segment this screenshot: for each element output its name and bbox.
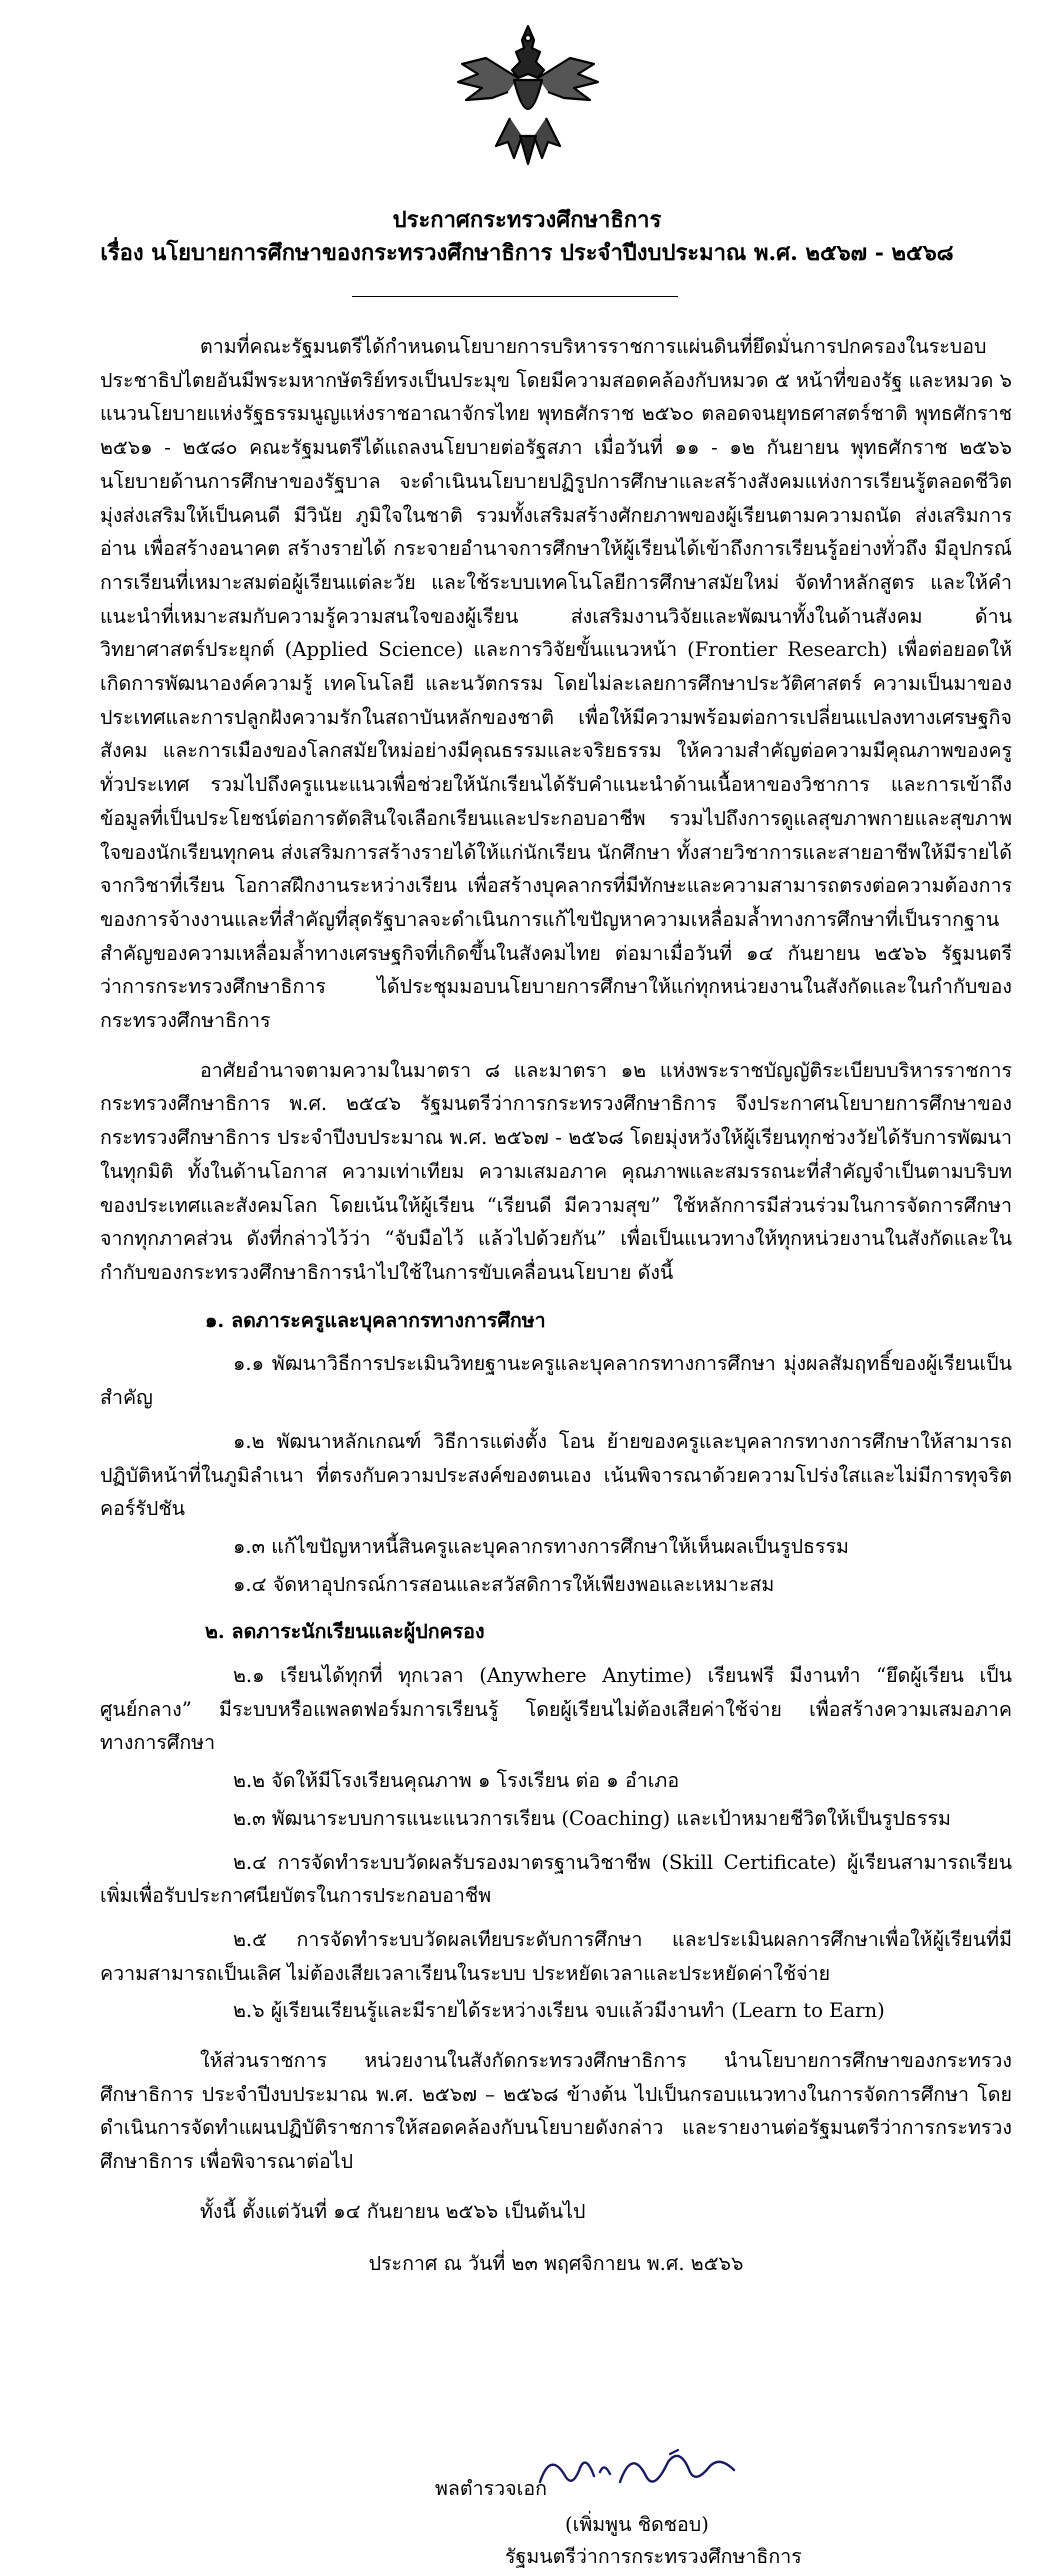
section-2-item: ๒.๕ การจัดทำระบบวัดผลเทียบระดับการศึกษา และประเมินผลการศึกษาเพื่อให้ผู้เรียนที่มีความสามารถเป็นเลิศ ไม่ต้องเสียเวลาเรียนในระบบ ประหยัดเวลาและประหยัดค่าใช้จ่าย (100, 1927, 1012, 1985)
section-1-item: ๑.๔ จัดหาอุปกรณ์การสอนและสวัสดิการให้เพียงพอและเหมาะสม (233, 1572, 775, 1596)
section-2-item: ๒.๓ พัฒนาระบบการแนะแนวการเรียน (Coaching) และเป้าหมายชีวิตให้เป็นรูปธรรม (233, 1806, 951, 1830)
announcement-title: ประกาศกระทรวงศึกษาธิการ (392, 207, 662, 233)
closing-paragraph: ให้ส่วนราชการ หน่วยงานในสังกัดกระทรวงศึกษาธิการ นำนโยบายการศึกษาของกระทรวงศึกษาธิการ ประจำปีงบประมาณ พ.ศ. ๒๕๖๗ – ๒๕๖๘ ข้างต้น ไปเป็นกรอบแนวทางในการจัดการศึกษา โดยดำเนินการจัดทำแผนปฏิบัติราชการให้สอดคล้องกับนโยบายดังกล่าว และรายงานต่อรัฐมนตรีว่าการกระทรวงศึกษาธิการ เพื่อพิจารณาต่อไป (100, 2049, 1012, 2174)
effective-date: ทั้งนี้ ตั้งแต่วันที่ ๑๔ กันยายน ๒๕๖๖ เป็นต้นไป (200, 2199, 586, 2223)
announcement-body (100, 330, 1012, 2280)
section-2-item: ๒.๒ จัดให้มีโรงเรียนคุณภาพ ๑ โรงเรียน ต่อ ๑ อำเภอ (233, 1769, 680, 1793)
section-1-item: ๑.๒ พัฒนาหลักเกณฑ์ วิธีการแต่งตั้ง โอน ย้ายของครูและบุคลากรทางการศึกษาให้สามารถปฏิบัติหน้าที่ในภูมิลำเนา ที่ตรงกับความประสงค์ของตนเอง เน้นพิจารณาด้วยความโปร่งใสและไม่มีการทุจริตคอร์รัปชัน (100, 1429, 1012, 1521)
signer-position: รัฐมนตรีว่าการกระทรวงศึกษาธิการ (505, 2545, 802, 2568)
handwritten-signature-icon (520, 2432, 750, 2512)
announcement-subject: เรื่อง นโยบายการศึกษาของกระทรวงศึกษาธิการ ประจำปีงบประมาณ พ.ศ. ๒๕๖๗ - ๒๕๖๘ (100, 240, 954, 266)
garuda-emblem-icon (448, 18, 608, 168)
signer-name: (เพิ่มพูน ชิดชอบ) (565, 2513, 709, 2536)
section-2-heading: ๒. ลดภาระนักเรียนและผู้ปกครอง (205, 1620, 485, 1644)
section-2-item: ๒.๔ การจัดทำระบบวัดผลรับรองมาตรฐานวิชาชีพ (Skill Certificate) ผู้เรียนสามารถเรียนเพิ่มเพื่อรับประกาศนียบัตรในการประกอบอาชีพ (100, 1850, 1012, 1908)
section-2-item: ๒.๖ ผู้เรียนเรียนรู้และมีรายได้ระหว่างเรียน จบแล้วมีงานทำ (Learn to Earn) (233, 1999, 885, 2023)
announcement-date: ประกาศ ณ วันที่ ๒๓ พฤศจิกายน พ.ศ. ๒๕๖๖ (368, 2251, 744, 2275)
section-1-heading: ๑. ลดภาระครูและบุคลากรทางการศึกษา (205, 1308, 546, 1332)
section-1-item: ๑.๓ แก้ไขปัญหาหนี้สินครูและบุคลากรทางการศึกษาให้เห็นผลเป็นรูปธรรม (233, 1534, 849, 1558)
signature-block (0, 2420, 1054, 2568)
title-divider (352, 296, 678, 297)
section-1-item: ๑.๑ พัฒนาวิธีการประเมินวิทยฐานะครูและบุคลากรทางการศึกษา มุ่งผลสัมฤทธิ์ของผู้เรียนเป็นสำคัญ (100, 1352, 1012, 1410)
intro-paragraph: ตามที่คณะรัฐมนตรีได้กำหนดนโยบายการบริหารราชการแผ่นดินที่ยึดมั่นการปกครองในระบอบประชาธิปไตยอันมีพระมหากษัตริย์ทรงเป็นประมุข โดยมีความสอดคล้องกับหมวด ๕ หน้าที่ของรัฐ และหมวด ๖ แนวนโยบายแห่งรัฐธรรมนูญแห่งราชอาณาจักรไทย พุทธศักราช ๒๕๖๐ ตลอดจนยุทธศาสตร์ชาติ พุทธศักราช ๒๕๖๑ - ๒๕๘๐ คณะรัฐมนตรีได้แถลงนโยบายต่อรัฐสภา เมื่อวันที่ ๑๑ - ๑๒ กันยายน พุทธศักราช ๒๕๖๖ นโยบายด้านการศึกษาของรัฐบาล จะดำเนินนโยบายปฏิรูปการศึกษาและสร้างสังคมแห่งการเรียนรู้ตลอดชีวิต มุ่งส่งเสริมให้เป็นคนดี มีวินัย ภูมิใจในชาติ รวมทั้งเสริมสร้างศักยภาพของผู้เรียนตามความถนัด ส่งเสริมการอ่าน เพื่อสร้างอนาคต สร้างรายได้ กระจายอำนาจการศึกษาให้ผู้เรียนได้เข้าถึงการเรียนรู้อย่างทั่วถึง มีอุปกรณ์การเรียนที่เหมาะสมต่อผู้เรียนแต่ละวัย และใช้ระบบเทคโนโลยีการศึกษาสมัยใหม่ จัดทำหลักสูตร และให้คำแนะนำที่เหมาะสมกับความรู้ความสนใจของผู้เรียน ส่งเสริมงานวิจัยและพัฒนาทั้งในด้านสังคม ด้านวิทยาศาสตร์ประยุกต์ (Applied Science) และการวิจัยขั้นแนวหน้า (Frontier Research) เพื่อต่อยอดให้เกิดการพัฒนาองค์ความรู้ เทคโนโลยี และนวัตกรรม โดยไม่ละเลยการศึกษาประวัติศาสตร์ ความเป็นมาของประเทศและการปลูกฝังความรักในสถาบันหลักของชาติ เพื่อให้มีความพร้อมต่อการเปลี่ยนแปลงทางเศรษฐกิจ สังคม และการเมืองของโลกสมัยใหม่อย่างมีคุณธรรมและจริยธรรม ให้ความสำคัญต่อความมีคุณภาพของครูทั่วประเทศ รวมไปถึงครูแนะแนวเพื่อช่วยให้นักเรียนได้รับคำแนะนำด้านเนื้อหาของวิชาการ และการเข้าถึงข้อมูลที่เป็นประโยชน์ต่อการตัดสินใจเลือกเรียนและประกอบอาชีพ รวมไปถึงการดูแลสุขภาพกายและสุขภาพใจของนักเรียนทุกคน ส่งเสริมการสร้างรายได้ให้แก่นักเรียน นักศึกษา ทั้งสายวิชาการและสายอาชีพให้มีรายได้จากวิชาที่เรียน โอกาสฝึกงานระหว่างเรียน เพื่อสร้างบุคลากรที่มีทักษะและความสามารถตรงต่อความต้องการของการจ้างงานและที่สำคัญที่สุดรัฐบาลจะดำเนินการแก้ไขปัญหาความเหลื่อมล้ำทางการศึกษาที่เป็นรากฐานสำคัญของความเหลื่อมล้ำทางเศรษฐกิจที่เกิดขึ้นในสังคมไทย ต่อมาเมื่อวันที่ ๑๔ กันยายน ๒๕๖๖ รัฐมนตรีว่าการกระทรวงศึกษาธิการ ได้ประชุมมอบนโยบายการศึกษาให้แก่ทุกหน่วยงานในสังกัดและในกำกับของกระทรวงศึกษาธิการ (100, 335, 1012, 1033)
section-2-item: ๒.๑ เรียนได้ทุกที่ ทุกเวลา (Anywhere Anytime) เรียนฟรี มีงานทำ “ยึดผู้เรียน เป็นศูนย์กลาง” มีระบบหรือแพลตฟอร์มการเรียนรู้ โดยผู้เรียนไม่ต้องเสียค่าใช้จ่าย เพื่อสร้างความเสมอภาคทางการศึกษา (100, 1664, 1012, 1755)
authority-paragraph: อาศัยอำนาจตามความในมาตรา ๘ และมาตรา ๑๒ แห่งพระราชบัญญัติระเบียบบริหารราชการกระทรวงศึกษาธิการ พ.ศ. ๒๕๔๖ รัฐมนตรีว่าการกระทรวงศึกษาธิการ จึงประกาศนโยบายการศึกษาของกระทรวงศึกษาธิการ ประจำปีงบประมาณ พ.ศ. ๒๕๖๗ - ๒๕๖๘ โดยมุ่งหวังให้ผู้เรียนทุกช่วงวัยได้รับการพัฒนาในทุกมิติ ทั้งในด้านโอกาส ความเท่าเทียม ความเสมอภาค คุณภาพและสมรรถนะที่สำคัญจำเป็นตามบริบทของประเทศและสังคมโลก โดยเน้นให้ผู้เรียน “เรียนดี มีความสุข” ใช้หลักการมีส่วนร่วมในการจัดการศึกษาจากทุกภาคส่วน ดังที่กล่าวไว้ว่า “จับมือไว้ แล้วไปด้วยกัน” เพื่อเป็นแนวทางให้ทุกหน่วยงานในสังกัดและในกำกับของกระทรวงศึกษาธิการนำไปใช้ในการขับเคลื่อนนโยบาย ดังนี้ (100, 1058, 1012, 1284)
signer-rank: พลตำรวจเอก (435, 2477, 547, 2500)
